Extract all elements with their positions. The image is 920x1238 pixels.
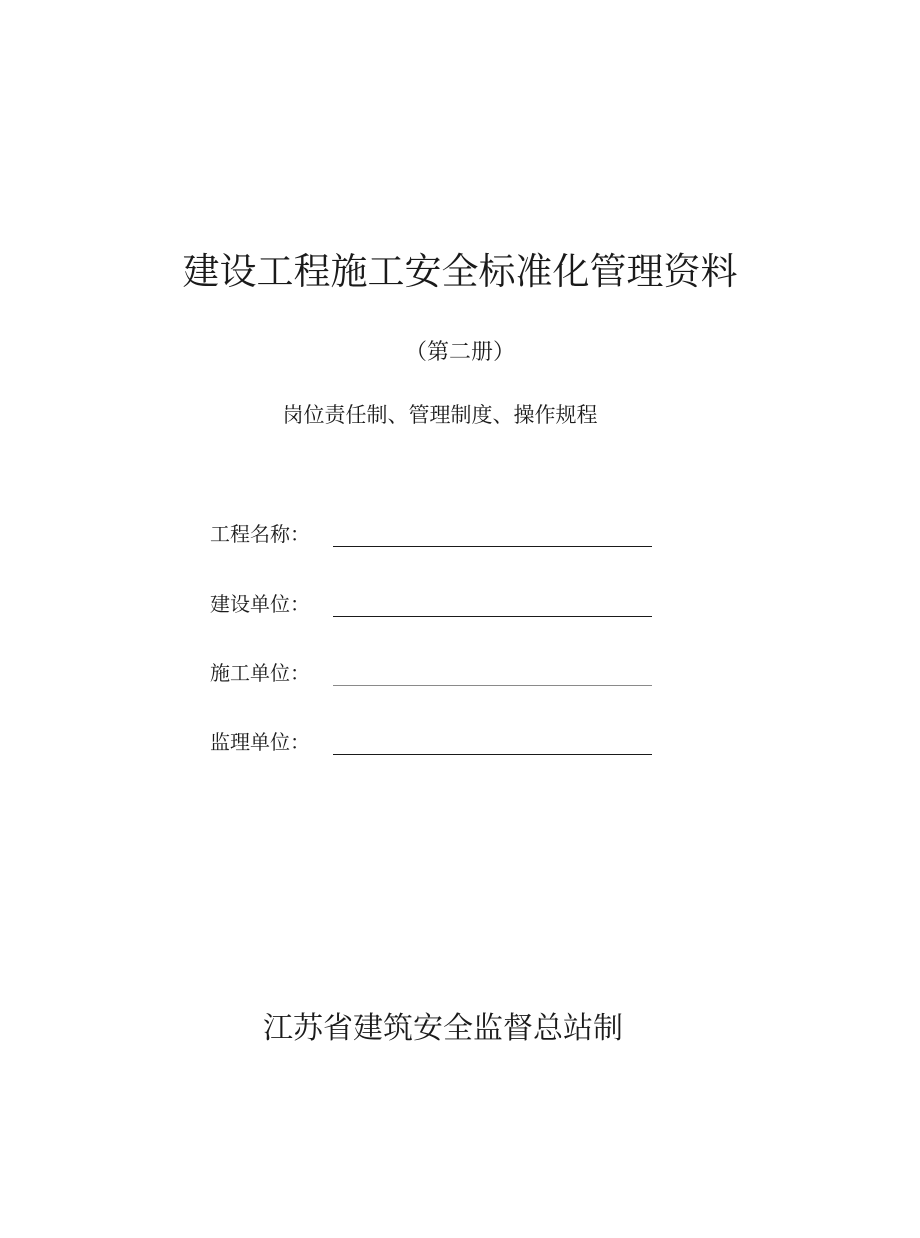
builder-unit-blank-line xyxy=(333,685,652,686)
supervision-unit-label: 监理单位： xyxy=(210,730,310,754)
construction-unit-label: 建设单位： xyxy=(210,592,310,616)
project-name-label: 工程名称： xyxy=(210,522,310,546)
project-name-field xyxy=(210,519,660,549)
construction-unit-blank-line xyxy=(333,616,652,617)
issuer-text: 江苏省建筑安全监督总站制 xyxy=(263,1011,623,1046)
document-subtitle: 岗位责任制、管理制度、操作规程 xyxy=(282,403,598,427)
builder-unit-label: 施工单位： xyxy=(210,661,310,685)
volume-label: （第二册） xyxy=(404,340,515,365)
document-title: 建设工程施工安全标准化管理资料 xyxy=(182,250,738,293)
supervision-unit-blank-line xyxy=(333,754,652,755)
project-name-blank-line xyxy=(333,546,652,547)
builder-unit-field xyxy=(210,658,660,688)
supervision-unit-field xyxy=(210,727,660,757)
construction-unit-field xyxy=(210,589,660,619)
